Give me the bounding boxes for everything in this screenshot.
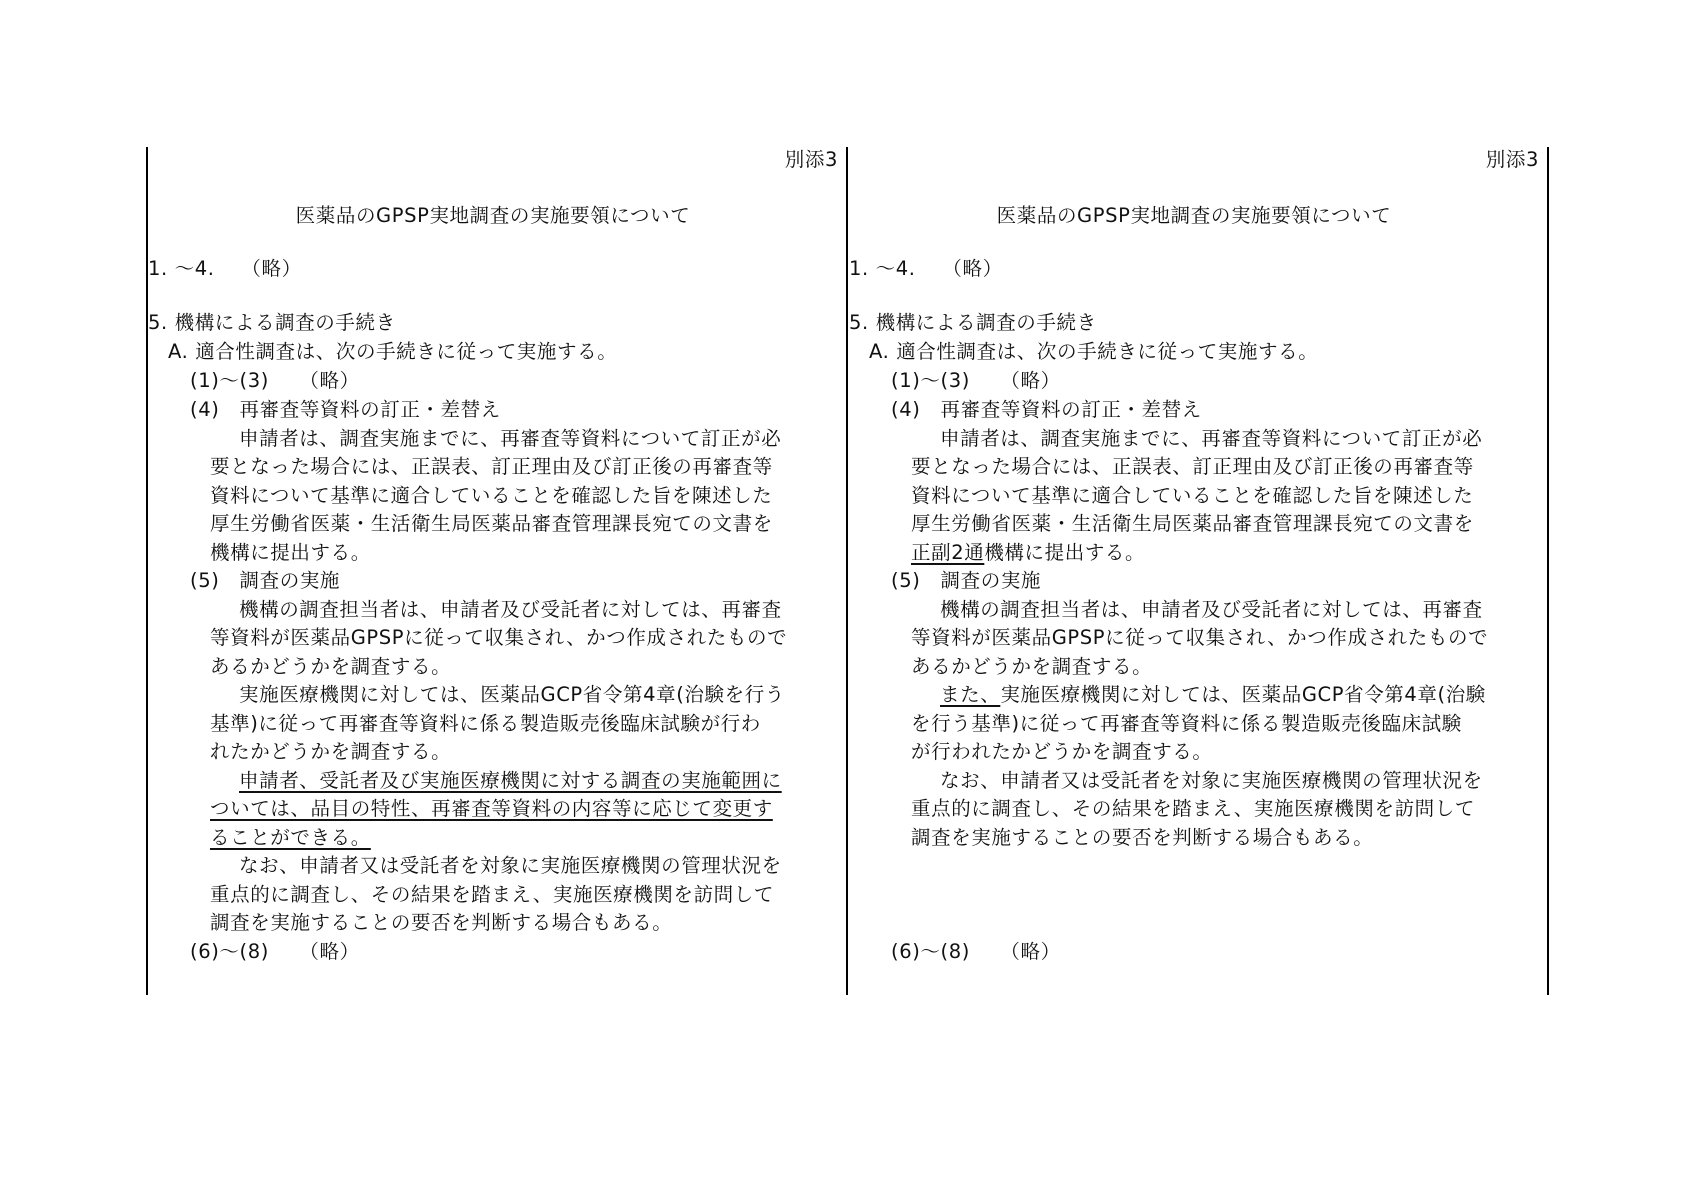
text-line: [239, 768, 782, 794]
line-text: 申請者は、調査実施までに、再審査等資料について訂正が必: [940, 427, 1483, 450]
text-line: [940, 597, 1483, 623]
text-line: [168, 339, 617, 365]
text-line: [911, 739, 1213, 765]
line-text: 機構に提出する。: [984, 541, 1146, 564]
line-text: 資料について基準に適合していることを確認した旨を陳述した: [210, 484, 773, 507]
document-title: 医薬品のGPSP実地調査の実施要領について: [996, 204, 1392, 227]
text-line: [210, 910, 672, 936]
line-text: 要となった場合には、正誤表、訂正理由及び訂正後の再審査等: [210, 455, 773, 478]
text-line: [849, 310, 1097, 336]
line-text: を行う基準)に従って再審査等資料に係る製造販売後臨床試験: [911, 712, 1462, 735]
amended-text: 正副2通: [911, 541, 985, 564]
line-text: 機構の調査担当者は、申請者及び受託者に対しては、再審査: [940, 598, 1483, 621]
line-text: (1)～(3) （略）: [190, 369, 360, 392]
line-text: A. 適合性調査は、次の手続きに従って実施する。: [168, 340, 618, 363]
line-text: なお、申請者又は受託者を対象に実施医療機関の管理状況を: [940, 769, 1483, 792]
line-text: 機構に提出する。: [210, 541, 371, 564]
line-text: (4) 再審査等資料の訂正・差替え: [891, 398, 1202, 421]
line-text: 資料について基準に適合していることを確認した旨を陳述した: [911, 484, 1474, 507]
text-line: [239, 853, 782, 879]
text-line: [911, 625, 1488, 651]
line-text: 調査を実施することの要否を判断する場合もある。: [911, 826, 1374, 849]
text-line: [940, 682, 1486, 708]
text-line: [911, 511, 1474, 537]
line-text: 機構の調査担当者は、申請者及び受託者に対しては、再審査: [239, 598, 782, 621]
text-line: [210, 796, 773, 822]
line-text: 重点的に調査し、その結果を踏まえ、実施医療機関を訪問して: [911, 797, 1475, 820]
text-line: [940, 426, 1482, 452]
text-line: [190, 368, 360, 394]
line-text: れたかどうかを調査する。: [210, 740, 452, 763]
document-title: 医薬品のGPSP実地調査の実施要領について: [295, 204, 691, 227]
text-line: [869, 339, 1318, 365]
text-line: [911, 796, 1475, 822]
line-text: (6)～(8) （略）: [190, 940, 360, 963]
attachment-label: 別添3: [1485, 148, 1539, 171]
text-line: [210, 739, 451, 765]
text-line: [190, 397, 501, 423]
line-text: 調査を実施することの要否を判断する場合もある。: [210, 911, 673, 934]
text-line: [210, 711, 761, 737]
text-line: [891, 939, 1061, 965]
line-text: なお、申請者又は受託者を対象に実施医療機関の管理状況を: [239, 854, 782, 877]
column-revised: [148, 147, 848, 995]
line-text: (1)～(3) （略）: [891, 369, 1061, 392]
text-line: [210, 882, 774, 908]
line-text: 等資料が医薬品GPSPに従って収集され、かつ作成されたもので: [210, 626, 788, 649]
text-line: [190, 939, 360, 965]
line-text: 実施医療機関に対しては、医薬品GCP省令第4章(治験: [1000, 683, 1486, 706]
line-text: 5. 機構による調査の手続き: [148, 311, 396, 334]
line-text: が行われたかどうかを調査する。: [911, 740, 1213, 763]
text-line: [148, 310, 396, 336]
text-line: [210, 540, 371, 566]
text-line: [148, 256, 302, 282]
text-line: [911, 483, 1473, 509]
text-line: [911, 711, 1462, 737]
text-line: [891, 368, 1061, 394]
line-text: 申請者は、調査実施までに、再審査等資料について訂正が必: [239, 427, 782, 450]
text-line: [911, 454, 1474, 480]
text-line: [190, 568, 340, 594]
line-text: 厚生労働省医薬・生活衛生局医薬品審査管理課長宛ての文書を: [911, 512, 1474, 535]
text-line: [210, 483, 772, 509]
line-text: (5) 調査の実施: [190, 569, 341, 592]
line-text: 厚生労働省医薬・生活衛生局医薬品審査管理課長宛ての文書を: [210, 512, 773, 535]
amended-text: ることができる。: [210, 826, 371, 849]
column-current: [849, 147, 1549, 995]
line-text: 5. 機構による調査の手続き: [849, 311, 1097, 334]
line-text: 基準)に従って再審査等資料に係る製造販売後臨床試験が行わ: [210, 712, 761, 735]
text-line: [849, 256, 1003, 282]
text-line: [239, 426, 781, 452]
amended-text: 申請者、受託者及び実施医療機関に対する調査の実施範囲に: [239, 769, 782, 792]
text-line: [911, 825, 1373, 851]
text-line: [891, 397, 1202, 423]
text-line: [210, 511, 773, 537]
line-text: 要となった場合には、正誤表、訂正理由及び訂正後の再審査等: [911, 455, 1474, 478]
line-text: 等資料が医薬品GPSPに従って収集され、かつ作成されたもので: [911, 626, 1489, 649]
text-line: [210, 654, 451, 680]
text-line: [210, 454, 773, 480]
line-text: 1. ～4. （略）: [148, 257, 302, 280]
line-text: A. 適合性調査は、次の手続きに従って実施する。: [869, 340, 1319, 363]
attachment-label: 別添3: [784, 148, 838, 171]
text-line: [210, 825, 371, 851]
amended-text: ついては、品目の特性、再審査等資料の内容等に応じて変更す: [210, 797, 773, 820]
line-text: (6)～(8) （略）: [891, 940, 1061, 963]
line-text: (4) 再審査等資料の訂正・差替え: [190, 398, 501, 421]
line-text: 実施医療機関に対しては、医薬品GCP省令第4章(治験を行う: [239, 683, 785, 706]
amended-text: また、: [940, 683, 1001, 706]
line-text: 重点的に調査し、その結果を踏まえ、実施医療機関を訪問して: [210, 883, 774, 906]
text-line: [911, 540, 1145, 566]
line-text: あるかどうかを調査する。: [911, 655, 1153, 678]
line-text: (5) 調査の実施: [891, 569, 1042, 592]
line-text: 1. ～4. （略）: [849, 257, 1003, 280]
text-line: [239, 682, 785, 708]
text-line: [940, 768, 1483, 794]
text-line: [239, 597, 782, 623]
line-text: あるかどうかを調査する。: [210, 655, 452, 678]
text-line: [891, 568, 1041, 594]
text-line: [210, 625, 787, 651]
text-line: [911, 654, 1152, 680]
